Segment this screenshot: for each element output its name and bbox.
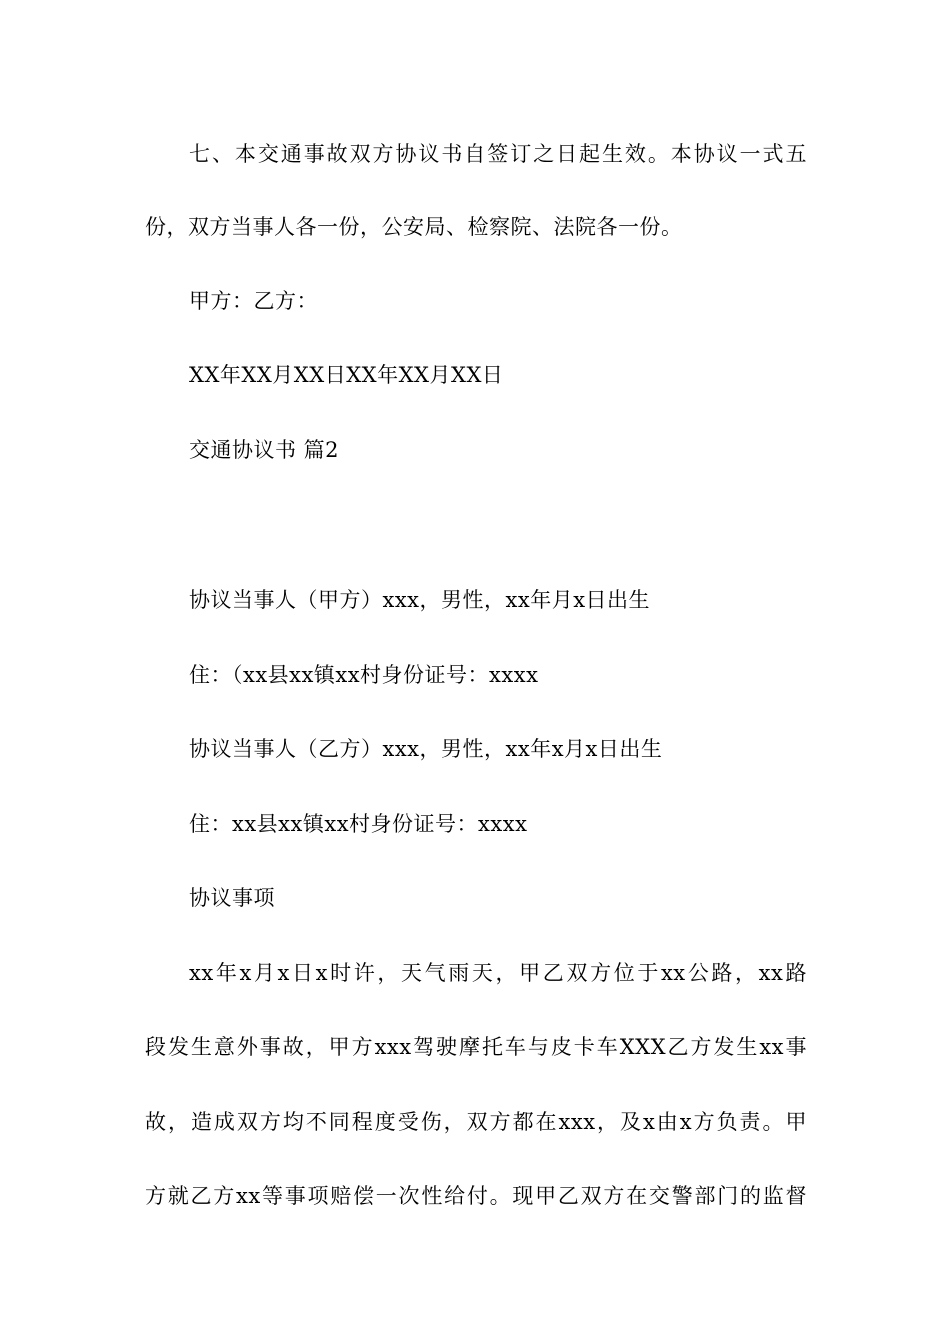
clause-7-line-1: 七、本交通事故双方协议书自签订之日起生效。本协议一式五 — [189, 142, 807, 166]
signature-dates: XX年XX月XX日XX年XX月XX日 — [189, 363, 504, 387]
section-title: 交通协议书 篇2 — [189, 438, 340, 462]
clause-7-line-2: 份，双方当事人各一份，公安局、检察院、法院各一份。 — [145, 215, 683, 239]
matters-paragraph-line-4: 方就乙方xx等事项赔偿一次性给付。现甲乙双方在交警部门的监督 — [145, 1184, 807, 1208]
matters-heading: 协议事项 — [189, 886, 275, 910]
party-b-address: 住：xx县xx镇xx村身份证号：xxxx — [189, 812, 528, 836]
signature-parties: 甲方：乙方： — [189, 289, 318, 313]
matters-paragraph-line-1: xx年x月x日x时许，天气雨天，甲乙双方位于xx公路，xx路 — [189, 961, 807, 985]
matters-paragraph-line-3: 故，造成双方均不同程度受伤，双方都在xxx，及x由x方负责。甲 — [145, 1110, 807, 1134]
party-a-address: 住：（xx县xx镇xx村身份证号：xxxx — [189, 663, 539, 687]
party-b-info: 协议当事人（乙方）xxx，男性，xx年x月x日出生 — [189, 737, 663, 761]
party-a-info: 协议当事人（甲方）xxx，男性，xx年月x日出生 — [189, 588, 651, 612]
matters-paragraph-line-2: 段发生意外事故，甲方xxx驾驶摩托车与皮卡车XXX乙方发生xx事 — [145, 1035, 807, 1059]
